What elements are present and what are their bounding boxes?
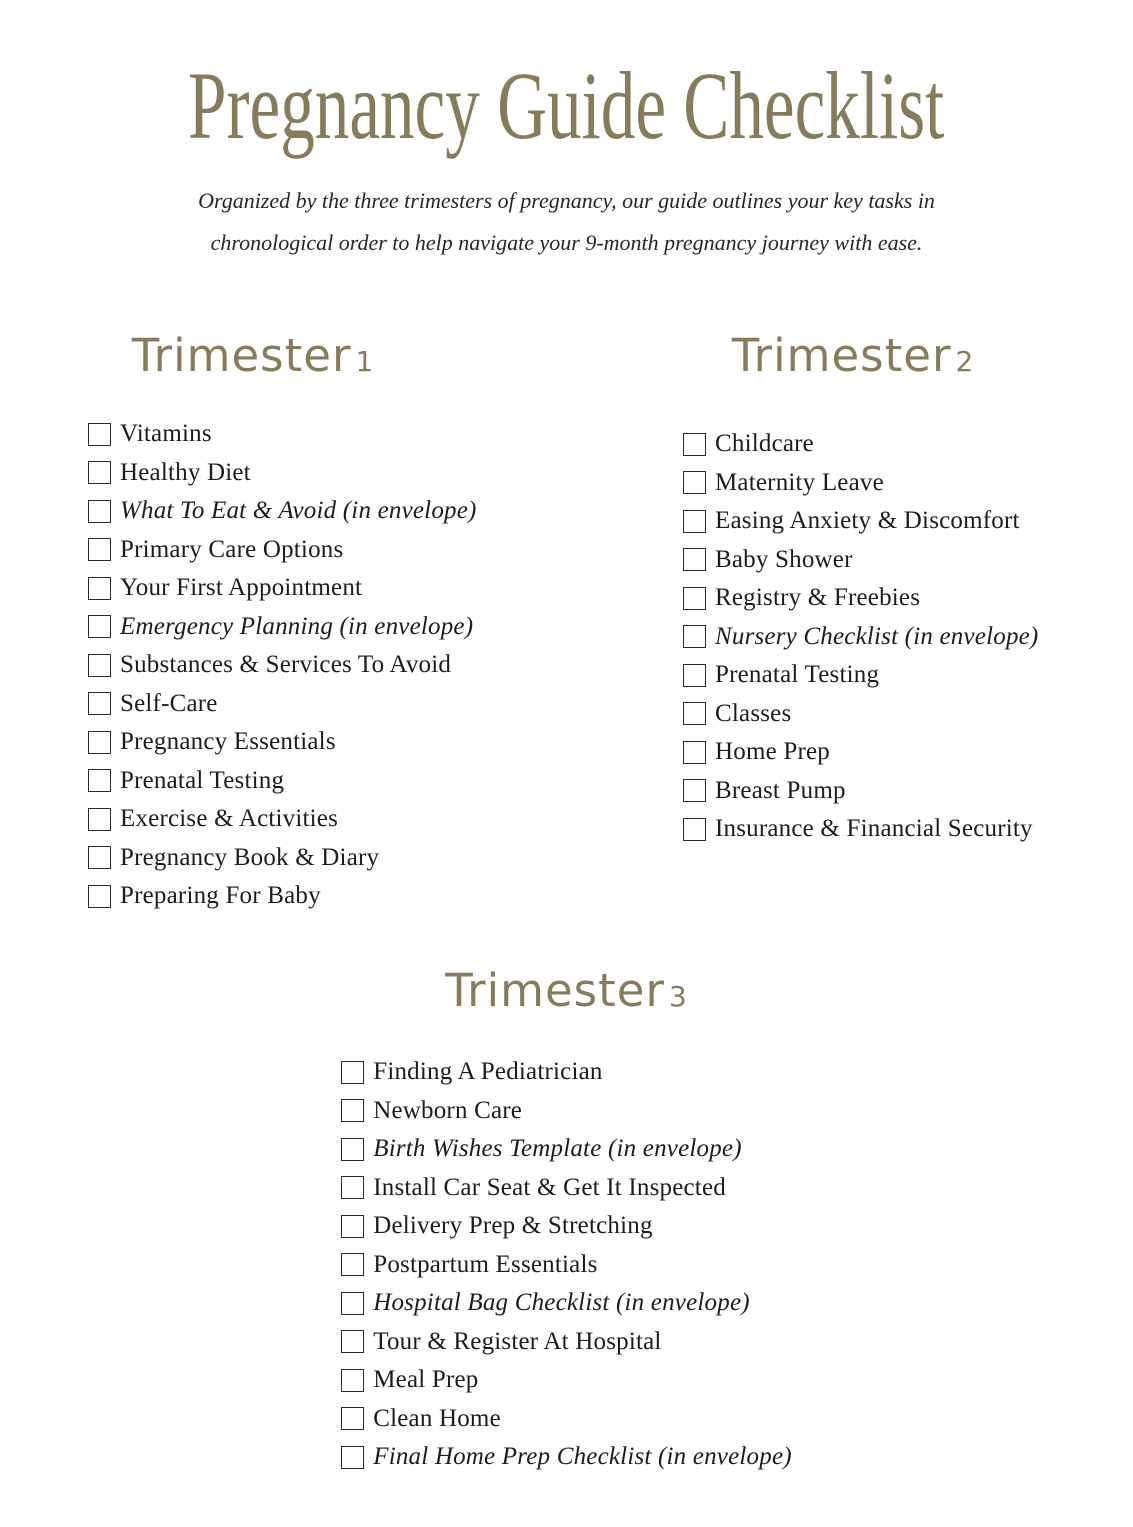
checklist-item <box>341 1438 792 1477</box>
checkbox[interactable] <box>683 741 706 764</box>
checklist-item-label: Primary Care Options <box>120 535 344 563</box>
checklist-item <box>88 684 568 723</box>
checklist-item <box>341 1130 792 1169</box>
checkbox[interactable] <box>683 510 706 533</box>
checkbox[interactable] <box>341 1253 364 1276</box>
checklist-item-label: Self-Care <box>120 689 218 717</box>
checkbox[interactable] <box>683 433 706 456</box>
checklist-item-label: Registry & Freebies <box>715 584 921 611</box>
checkbox[interactable] <box>88 846 111 869</box>
checklist-item-label: Clean Home <box>373 1404 501 1432</box>
checklist-item <box>683 810 1133 849</box>
checklist-item-label: Birth Wishes Template (in envelope) <box>373 1135 742 1162</box>
checklist-item-label: Baby Shower <box>715 545 853 573</box>
checklist-item-label: Delivery Prep & Stretching <box>373 1212 653 1239</box>
checkbox[interactable] <box>341 1138 364 1161</box>
section-trimester-3 <box>0 965 1133 1476</box>
checklist-item-label: Finding A Pediatrician <box>373 1058 603 1085</box>
checkbox[interactable] <box>683 471 706 494</box>
checklist-item-label: Meal Prep <box>373 1366 479 1393</box>
section-heading-word: Trimester <box>131 329 352 382</box>
checklist-item <box>88 646 568 685</box>
section-trimester-1 <box>88 330 568 915</box>
checkbox[interactable] <box>88 423 111 446</box>
checklist-item <box>341 1053 792 1092</box>
checklist-item-label: Prenatal Testing <box>715 661 880 688</box>
checklist-item <box>683 502 1133 541</box>
checklist-item <box>341 1284 792 1323</box>
checklist-item <box>341 1207 792 1246</box>
checklist-item-label: Preparing For Baby <box>120 882 321 909</box>
checklist-trimester-1 <box>88 415 568 916</box>
page-subtitle-line-1: Organized by the three trimesters of pregnancy, our guide outlines your key tasks in <box>198 188 935 213</box>
checklist-item <box>683 733 1133 772</box>
checklist-item-label: Nursery Checklist (in envelope) <box>715 622 1039 650</box>
checklist-item <box>683 579 1133 618</box>
section-heading-number: 1 <box>355 345 375 378</box>
checklist-item <box>683 425 1133 464</box>
checklist-item-label: Easing Anxiety & Discomfort <box>715 507 1020 534</box>
checkbox[interactable] <box>88 885 111 908</box>
checklist-item <box>683 656 1133 695</box>
checklist-item <box>88 761 568 800</box>
checkbox[interactable] <box>683 587 706 610</box>
page-subtitle-line-2: chronological order to help navigate your 9-month pregnancy journey with ease. <box>210 230 923 255</box>
checklist-item <box>88 838 568 877</box>
checkbox[interactable] <box>341 1407 364 1430</box>
checklist-item-label: Tour & Register At Hospital <box>373 1327 662 1355</box>
checklist-item-label: Home Prep <box>715 738 830 765</box>
checkbox[interactable] <box>88 769 111 792</box>
checklist-item <box>88 800 568 839</box>
checklist-item <box>88 453 568 492</box>
checkbox[interactable] <box>341 1176 364 1199</box>
page-subtitle <box>0 180 1133 264</box>
checklist-item <box>341 1322 792 1361</box>
checklist-item <box>683 463 1133 502</box>
page-title-text: Pregnancy Guide Checklist <box>188 52 945 159</box>
checklist-item-label: Insurance & Financial Security <box>715 815 1033 842</box>
checklist-item <box>341 1168 792 1207</box>
checklist-item <box>88 415 568 454</box>
checklist-item <box>88 877 568 916</box>
checklist-item <box>341 1361 792 1400</box>
checklist-item-label: Install Car Seat & Get It Inspected <box>373 1173 726 1201</box>
checklist-item <box>683 694 1133 733</box>
checkbox[interactable] <box>88 577 111 600</box>
section-heading-number: 3 <box>668 980 688 1013</box>
section-heading-trimester-2 <box>683 330 1023 382</box>
checklist-item-label: Substances & Services To Avoid <box>120 651 452 678</box>
checkbox[interactable] <box>683 818 706 841</box>
checkbox[interactable] <box>683 702 706 725</box>
checklist-item <box>88 607 568 646</box>
checkbox[interactable] <box>683 779 706 802</box>
checklist-item-label: Pregnancy Essentials <box>120 728 336 755</box>
checklist-item-label: Maternity Leave <box>715 468 884 496</box>
checklist-item <box>683 617 1133 656</box>
section-heading-word: Trimester <box>445 964 665 1017</box>
page-title <box>0 52 1133 159</box>
checklist-item-label: Pregnancy Book & Diary <box>120 843 380 871</box>
checkbox[interactable] <box>341 1061 364 1084</box>
checklist-trimester-2 <box>683 425 1133 849</box>
checkbox[interactable] <box>683 625 706 648</box>
checklist-item-label: Hospital Bag Checklist (in envelope) <box>373 1289 750 1316</box>
checkbox[interactable] <box>341 1330 364 1353</box>
checkbox[interactable] <box>88 461 111 484</box>
checkbox[interactable] <box>341 1099 364 1122</box>
checklist-item-label: Postpartum Essentials <box>373 1250 598 1278</box>
checkbox[interactable] <box>88 615 111 638</box>
checkbox[interactable] <box>88 500 111 523</box>
checklist-item <box>683 540 1133 579</box>
checklist-item-label: Childcare <box>715 430 814 457</box>
checklist-item-label: Your First Appointment <box>120 574 363 601</box>
checkbox[interactable] <box>341 1369 364 1392</box>
checklist-item <box>88 530 568 569</box>
checklist-trimester-3 <box>341 1053 792 1477</box>
checklist-item <box>341 1399 792 1438</box>
checkbox[interactable] <box>683 548 706 571</box>
section-heading-word: Trimester <box>731 329 952 382</box>
checklist-item-label: Vitamins <box>120 420 212 447</box>
checklist-item <box>88 569 568 608</box>
checkbox[interactable] <box>88 654 111 677</box>
checklist-item <box>341 1091 792 1130</box>
checkbox[interactable] <box>341 1292 364 1315</box>
checkbox[interactable] <box>341 1446 364 1469</box>
checklist-item-label: Newborn Care <box>373 1096 523 1124</box>
checkbox[interactable] <box>683 664 706 687</box>
checkbox[interactable] <box>88 538 111 561</box>
section-heading-number: 2 <box>955 345 975 378</box>
checkbox[interactable] <box>88 692 111 715</box>
checkbox[interactable] <box>88 808 111 831</box>
checklist-item-label: Exercise & Activities <box>120 805 339 832</box>
checkbox[interactable] <box>341 1215 364 1238</box>
section-heading-trimester-3 <box>0 965 1133 1017</box>
checklist-item-label: Final Home Prep Checklist (in envelope) <box>373 1443 792 1470</box>
checklist-item-label: Emergency Planning (in envelope) <box>120 612 474 640</box>
checklist-item-label: Breast Pump <box>715 776 846 804</box>
checklist-item-label: Prenatal Testing <box>120 766 285 794</box>
checklist-item-label: What To Eat & Avoid (in envelope) <box>120 497 477 524</box>
checkbox[interactable] <box>88 731 111 754</box>
section-heading-trimester-1 <box>88 330 418 382</box>
checklist-item-label: Classes <box>715 699 792 727</box>
checklist-item <box>88 723 568 762</box>
checklist-item <box>88 492 568 531</box>
checklist-item <box>341 1245 792 1284</box>
section-trimester-2 <box>683 330 1133 848</box>
checklist-item <box>683 771 1133 810</box>
checklist-item-label: Healthy Diet <box>120 458 251 486</box>
